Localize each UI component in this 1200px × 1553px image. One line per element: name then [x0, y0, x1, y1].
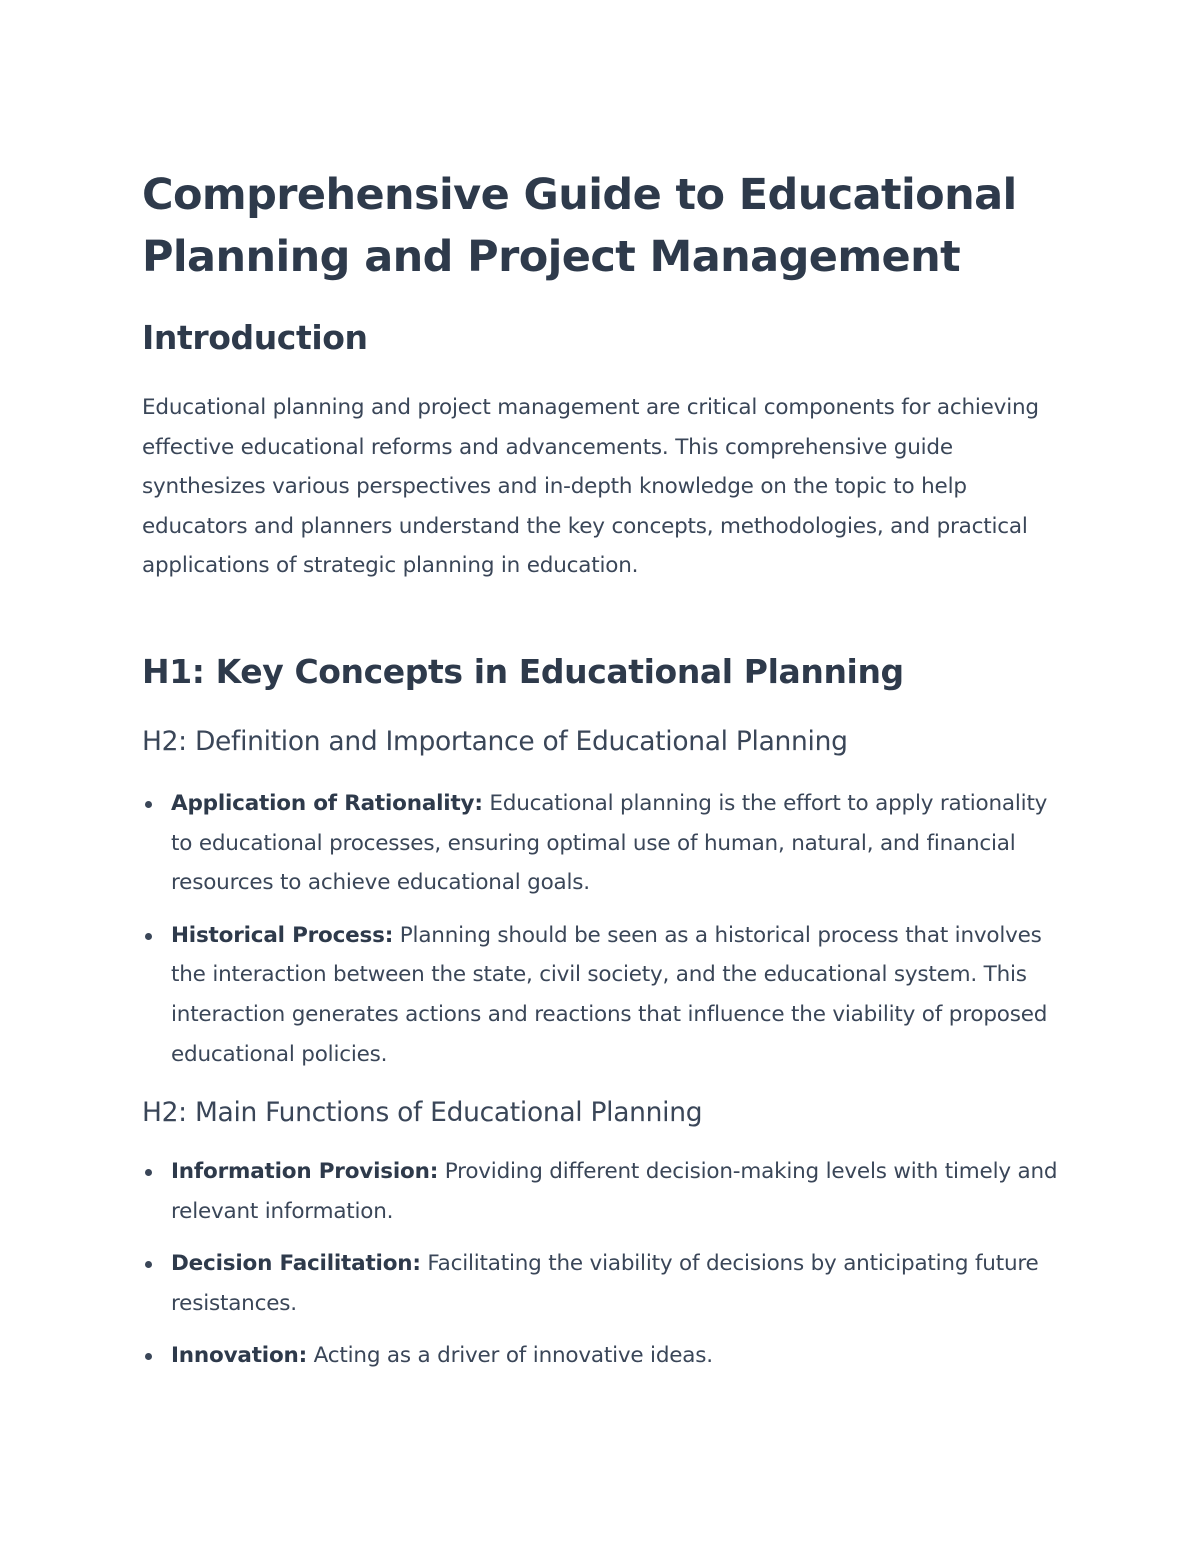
key-concepts-heading: H1: Key Concepts in Educational Planning	[142, 652, 904, 691]
list-item-text: Acting as a driver of innovative ideas.	[307, 1343, 713, 1369]
bullet-icon	[145, 933, 152, 940]
list-item	[142, 916, 1062, 1074]
bullet-icon	[145, 1353, 152, 1360]
list-item	[142, 1244, 1062, 1323]
list-item-term: Historical Process:	[171, 922, 394, 948]
list-item-term: Application of Rationality:	[171, 791, 483, 816]
list-item-text: Planning should be seen as a historical process that involves the interaction between the state, civil society, and the educational system. This interaction generates actions and reactions that influence the viability of proposed educational policies.	[171, 922, 1048, 1067]
list-item-text: Facilitating the viability of decisions by anticipating future resistances.	[171, 1251, 1039, 1316]
list-item-text: Providing different decision-making levels with timely and relevant information.	[171, 1159, 1058, 1224]
list-item	[142, 784, 1062, 903]
list-item-term: Information Provision:	[171, 1159, 439, 1184]
list-item	[142, 1336, 1062, 1376]
bullet-icon	[145, 801, 152, 808]
bullet-icon	[145, 1261, 152, 1268]
introduction-paragraph: Educational planning and project management are critical components for achieving effective educational reforms and advancements. This comprehensive guide synthesizes various perspectives and in-depth knowledge on the topic to help educators and planners understand the key concepts, methodologies, and practical applications of strategic planning in education.	[142, 395, 1039, 579]
definition-importance-heading: H2: Definition and Importance of Educational Planning	[142, 726, 848, 757]
list-item-term: Innovation:	[171, 1343, 308, 1369]
introduction-heading: Introduction	[142, 318, 368, 357]
bullet-icon	[145, 1169, 152, 1176]
list-item-text: Educational planning is the effort to apply rationality to educational processes, ensuring optimal use of human, natural, and financial resources to achieve educational goals.	[171, 791, 1048, 896]
main-functions-heading: H2: Main Functions of Educational Planning	[142, 1097, 703, 1128]
functions-list	[142, 1152, 1062, 1389]
list-item	[142, 1152, 1062, 1231]
document-title: Comprehensive Guide to Educational Planning and Project Management	[142, 170, 1017, 282]
list-item-term: Decision Facilitation:	[171, 1251, 421, 1277]
definition-list	[142, 784, 1062, 1074]
